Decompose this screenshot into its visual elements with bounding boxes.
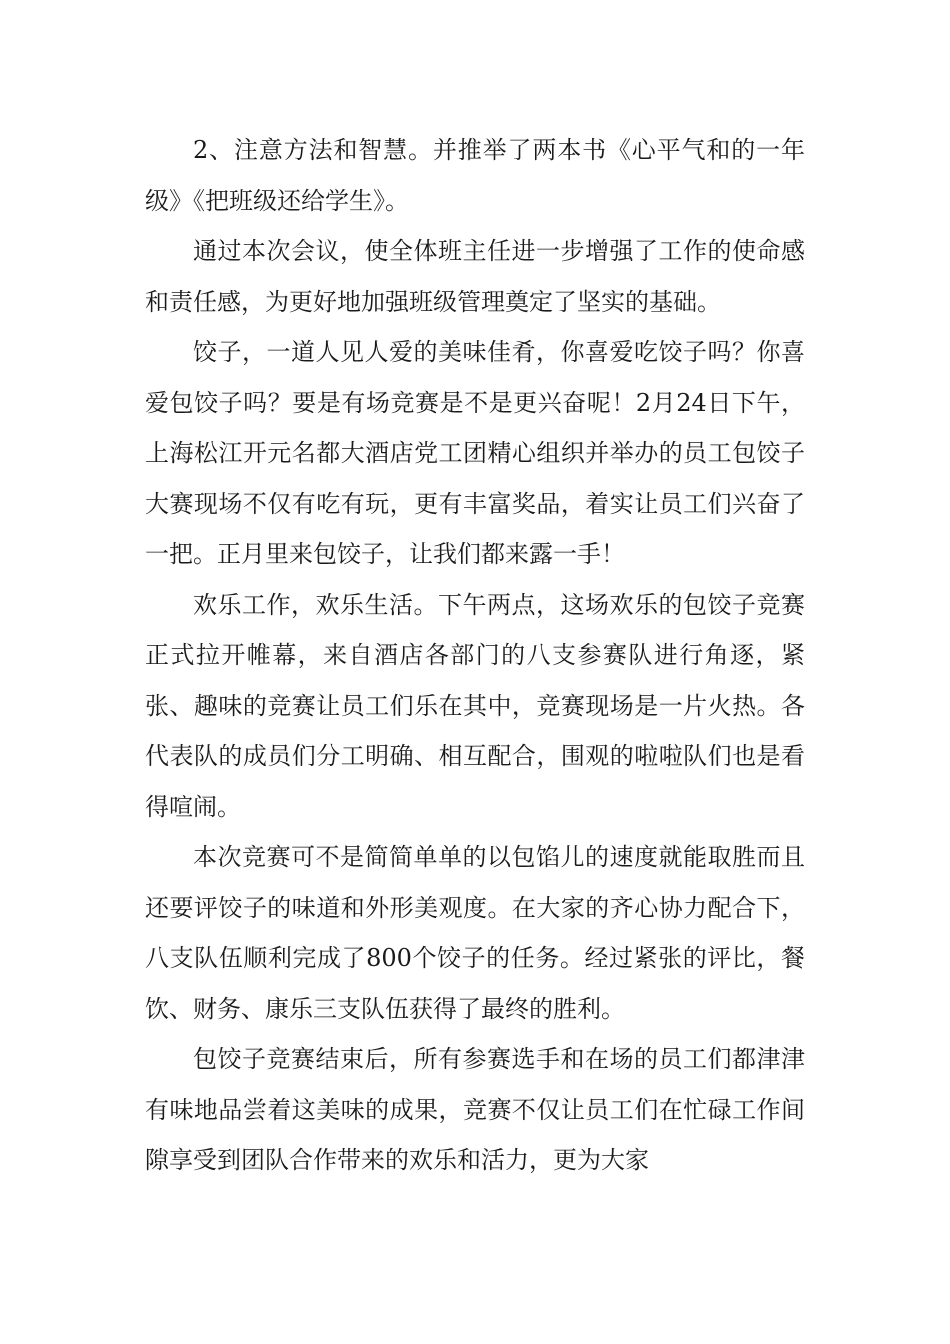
paragraph-meeting-summary: 通过本次会议，使全体班主任进一步增强了工作的使命感和责任感，为更好地加强班级管理奠定了坚实的基础。 (145, 237, 805, 316)
paragraph-method-wisdom: 2、注意方法和智慧。并推举了两本书《心平气和的一年级》《把班级还给学生》。 (145, 136, 805, 215)
document-page (145, 125, 805, 1186)
paragraph-competition-result: 本次竞赛可不是简简单单的以包馅儿的速度就能取胜而且还要评饺子的味道和外形美观度。在大家的齐心协力配合下，八支队伍顺利完成了800个饺子的任务。经过紧张的评比，餐饮、财务、康乐三支队伍获得了最终的胜利。 (145, 843, 805, 1023)
paragraph-dumpling-intro: 饺子，一道人见人爱的美味佳肴，你喜爱吃饺子吗？你喜爱包饺子吗？要是有场竞赛是不是更兴奋呢！2月24日下午，上海松江开元名都大酒店党工团精心组织并举办的员工包饺子大赛现场不仅有吃有玩，更有丰富奖品，着实让员工们兴奋了一把。正月里来包饺子，让我们都来露一手！ (145, 338, 805, 568)
paragraph-competition-end: 包饺子竞赛结束后，所有参赛选手和在场的员工们都津津有味地品尝着这美味的成果，竞赛不仅让员工们在忙碌工作间隙享受到团队合作带来的欢乐和活力，更为大家 (145, 1045, 805, 1174)
paragraph-competition-start: 欢乐工作，欢乐生活。下午两点，这场欢乐的包饺子竞赛正式拉开帷幕，来自酒店各部门的八支参赛队进行角逐，紧张、趣味的竞赛让员工们乐在其中，竞赛现场是一片火热。各代表队的成员们分工明确、相互配合，围观的啦啦队们也是看得喧闹。 (145, 590, 805, 821)
